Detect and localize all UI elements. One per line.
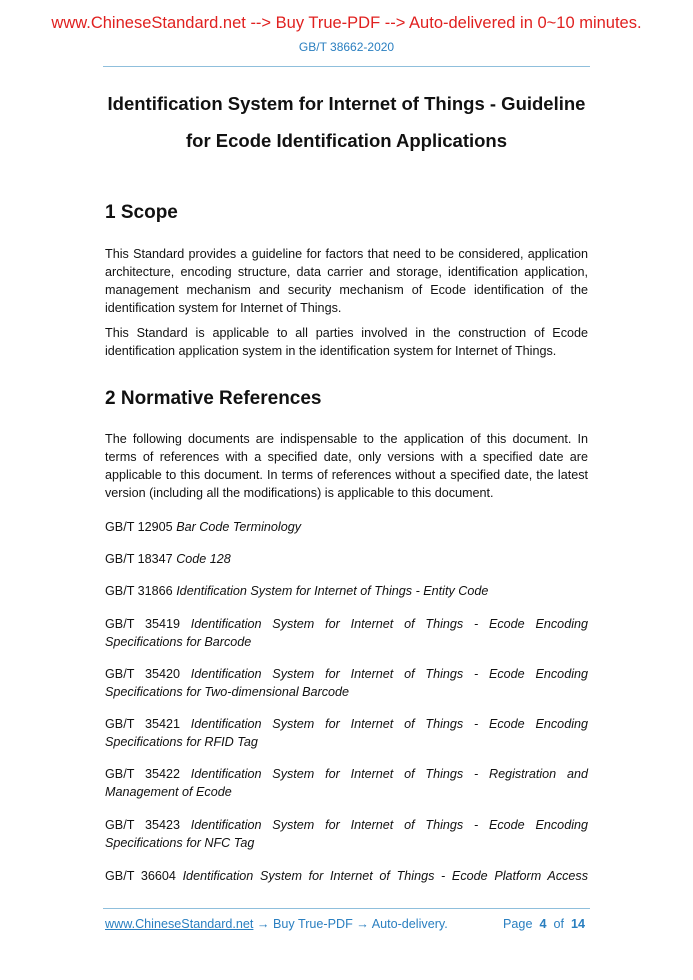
reference-code: GB/T 35422 bbox=[105, 767, 180, 781]
reference-title: Identification System for Internet of Things - Ecode Encoding Specifications for Barcode bbox=[105, 617, 588, 649]
scope-paragraph: This Standard provides a guideline for factors that need to be considered, application architecture, encoding structure, data carrier and storage, identification application, management mechanism and security mechanism of Ecode identification of the identification system for Internet of Things. bbox=[105, 247, 588, 315]
reference-title: Code 128 bbox=[176, 552, 231, 566]
standard-code: GB/T 38662-2020 bbox=[298, 40, 395, 54]
page-number: 4 bbox=[539, 917, 547, 931]
reference-item bbox=[105, 582, 588, 600]
reference-code: GB/T 35423 bbox=[105, 818, 180, 832]
reference-code: GB/T 12905 bbox=[105, 520, 173, 534]
reference-item bbox=[105, 715, 588, 751]
footer-divider bbox=[103, 908, 590, 909]
reference-item bbox=[105, 816, 588, 852]
page-total: 14 bbox=[570, 917, 585, 931]
reference-item bbox=[105, 867, 588, 885]
reference-code: GB/T 35420 bbox=[105, 667, 180, 681]
reference-item bbox=[105, 518, 588, 536]
reference-code: GB/T 36604 bbox=[105, 869, 176, 883]
reference-title: Identification System for Internet of Things - Entity Code bbox=[176, 584, 489, 598]
reference-title: Identification System for Internet of Things - Registration and Management of Ecode bbox=[105, 767, 588, 799]
reference-item bbox=[105, 550, 588, 568]
reference-item bbox=[105, 665, 588, 701]
section-heading-normative-references: 2 Normative References bbox=[105, 388, 322, 409]
promo-banner[interactable]: www.ChineseStandard.net --> Buy True-PDF --> Auto-delivered in 0~10 minutes. bbox=[51, 14, 642, 32]
normative-paragraph: The following documents are indispensable to the application of this document. In terms of references with a specified date, only versions with a specified date are applicable to this document. In terms of references without a specified date, the latest version (including all the modifications) is applicable to this document. bbox=[105, 432, 588, 500]
reference-title: Bar Code Terminology bbox=[176, 520, 302, 534]
footer bbox=[105, 917, 585, 931]
reference-code: GB/T 35419 bbox=[105, 617, 180, 631]
reference-item bbox=[105, 615, 588, 651]
reference-title: Identification System for Internet of Things - Ecode Encoding Specifications for NFC Tag bbox=[105, 818, 588, 850]
doc-title-line2: for Ecode Identification Applications bbox=[185, 130, 508, 151]
doc-title-line1: Identification System for Internet of Things - Guideline bbox=[107, 93, 586, 114]
reference-title: Identification System for Internet of Things - Ecode Encoding Specifications for Two-dimensional Barcode bbox=[105, 667, 588, 699]
reference-title: Identification System for Internet of Things - Ecode Platform Access bbox=[182, 869, 589, 883]
section-heading-scope: 1 Scope bbox=[105, 202, 178, 223]
of-label: of bbox=[553, 917, 564, 931]
reference-title: Identification System for Internet of Things - Ecode Encoding Specifications for RFID Tag bbox=[105, 717, 588, 749]
reference-code: GB/T 35421 bbox=[105, 717, 180, 731]
page-indicator bbox=[503, 917, 585, 931]
reference-code: GB/T 31866 bbox=[105, 584, 173, 598]
scope-paragraph: This Standard is applicable to all parties involved in the construction of Ecode identification application system in the identification system for Internet of Things. bbox=[105, 326, 588, 358]
reference-code: GB/T 18347 bbox=[105, 552, 173, 566]
footer-text: → Buy True-PDF → Auto-delivery. bbox=[253, 917, 448, 931]
reference-item bbox=[105, 765, 588, 801]
page-label: Page bbox=[503, 917, 533, 931]
header-divider bbox=[103, 66, 590, 67]
footer-link[interactable]: www.ChineseStandard.net bbox=[105, 917, 254, 931]
